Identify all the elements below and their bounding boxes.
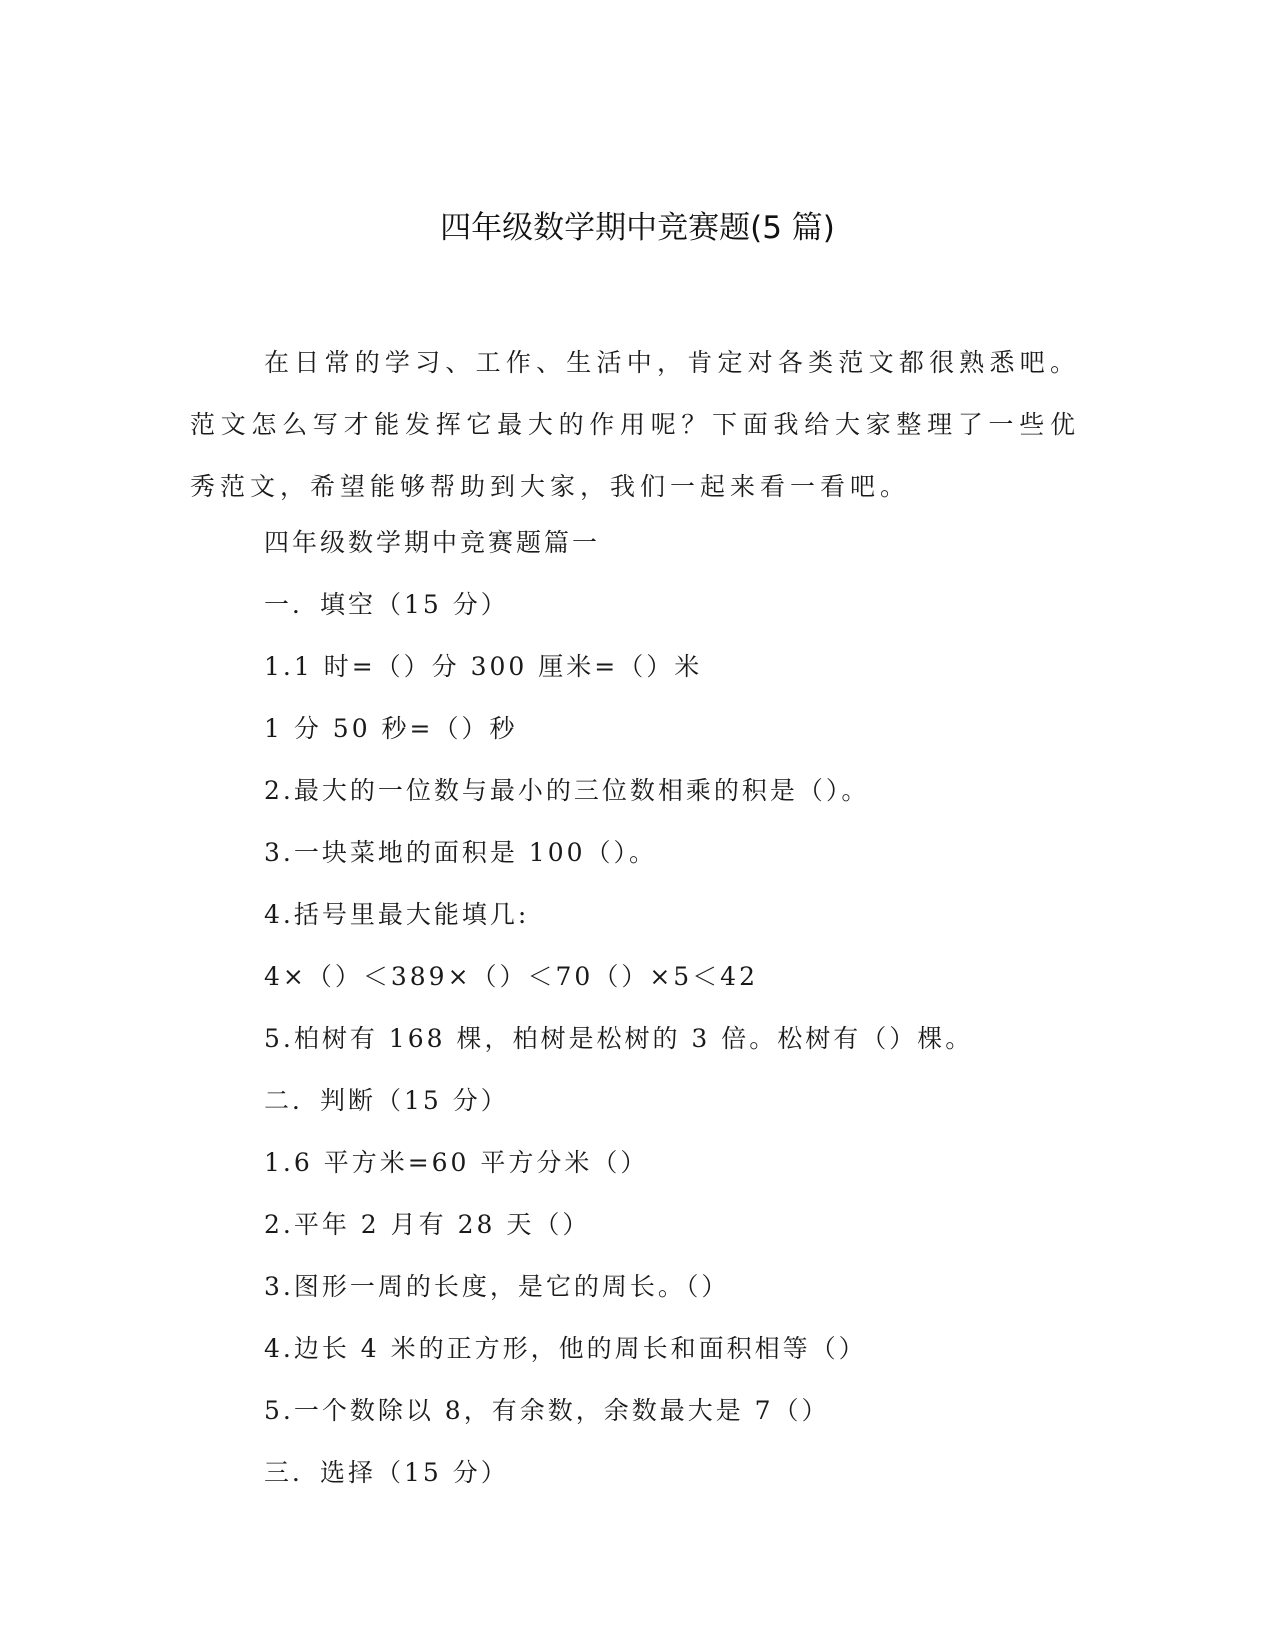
question-line: 5.柏树有 168 棵，柏树是松树的 3 倍。松树有（）棵。 bbox=[264, 1024, 974, 1053]
question-line: 1.1 时=（）分 300 厘米=（）米 bbox=[264, 652, 703, 681]
question-line: 1 分 50 秒=（）秒 bbox=[264, 714, 518, 743]
part-heading-true-false: 二．判断（15 分） bbox=[264, 1086, 509, 1115]
question-line: 2.最大的一位数与最小的三位数相乘的积是（）。 bbox=[264, 776, 870, 805]
question-line: 4.边长 4 米的正方形，他的周长和面积相等（） bbox=[264, 1334, 867, 1363]
part-heading-fill-blank: 一．填空（15 分） bbox=[264, 590, 509, 619]
question-line: 3.一块菜地的面积是 100（）。 bbox=[264, 838, 658, 867]
document-title: 四年级数学期中竞赛题(5 篇) bbox=[440, 210, 835, 246]
question-line: 4.括号里最大能填几: bbox=[264, 900, 530, 929]
intro-paragraph: 在日常的学习、工作、生活中，肯定对各类范文都很熟悉吧。范文怎么写才能发挥它最大的作用呢？下面我给大家整理了一些优秀范文，希望能够帮助到大家，我们一起来看一看吧。 bbox=[190, 348, 1080, 501]
question-line: 2.平年 2 月有 28 天（） bbox=[264, 1210, 591, 1239]
section-heading: 四年级数学期中竞赛题篇一 bbox=[264, 528, 601, 557]
part-heading-multiple-choice: 三．选择（15 分） bbox=[264, 1458, 509, 1487]
question-line: 4×（）＜389×（）＜70（）×5＜42 bbox=[264, 962, 758, 991]
content-lines bbox=[264, 512, 1084, 1504]
question-line: 5.一个数除以 8，有余数，余数最大是 7（） bbox=[264, 1396, 830, 1425]
question-line: 1.6 平方米=60 平方分米（） bbox=[264, 1148, 649, 1177]
question-line: 3.图形一周的长度，是它的周长。（） bbox=[264, 1272, 730, 1301]
